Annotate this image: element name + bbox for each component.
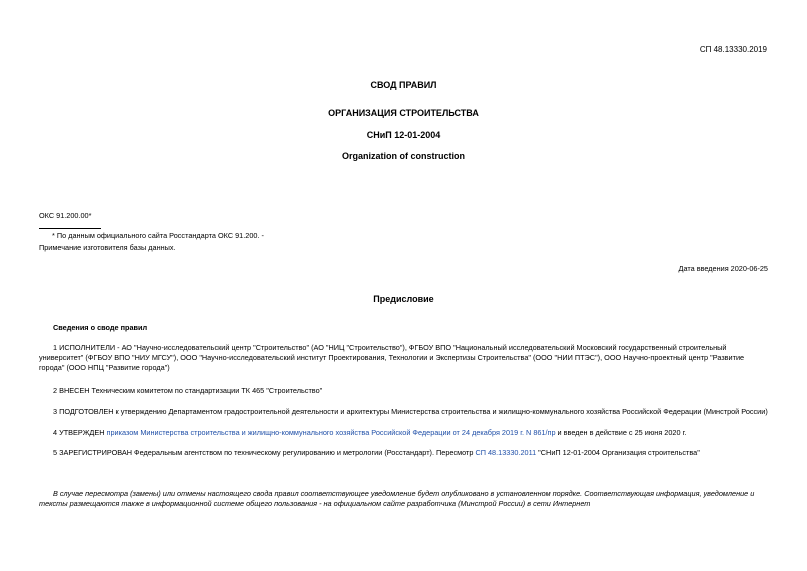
title-name: ОРГАНИЗАЦИЯ СТРОИТЕЛЬСТВА bbox=[328, 108, 479, 118]
item-5-prefix: 5 ЗАРЕГИСТРИРОВАН Федеральным агентством по техническому регулированию и метрологии (Росстандарт). Пересмотр bbox=[53, 448, 476, 457]
preface-item-4 bbox=[39, 428, 769, 438]
footnote-line-2: Примечание изготовителя базы данных. bbox=[39, 243, 176, 252]
title-code-set: СВОД ПРАВИЛ bbox=[370, 80, 437, 90]
footnote-line-1: * По данным официального сайта Росстандарта ОКС 91.200. - bbox=[52, 231, 264, 240]
oks-code: ОКС 91.200.00* bbox=[39, 211, 92, 220]
intro-date: Дата введения 2020-06-25 bbox=[678, 264, 768, 273]
title-english: Organization of construction bbox=[342, 151, 465, 161]
preface-item-3: 3 ПОДГОТОВЛЕН к утверждению Департаментом градостроительной деятельности и архитектуры Министерства строительства и жилищно-коммунального хозяйства Российской Федерации (Минстрой России) bbox=[53, 407, 768, 416]
revision-notice: В случае пересмотра (замены) или отмены настоящего свода правил соответствующее уведомление будет опубликовано в установленном порядке. Соответствующая информация, уведомление и тексты размещаются также в информационной системе общего пользования - на официальном сайте разработчика (Минстрой России) в сети Интернет bbox=[39, 489, 755, 508]
revision-sp-link[interactable]: СП 48.13330.2011 bbox=[475, 448, 537, 457]
item-4-suffix: и введен в действие с 25 июня 2020 г. bbox=[555, 428, 687, 437]
footnote-divider bbox=[39, 228, 101, 229]
document-code: СП 48.13330.2019 bbox=[699, 45, 767, 54]
preface-item-1: 1 ИСПОЛНИТЕЛИ - АО "Научно-исследовательский центр "Строительство" (АО "НИЦ "Строительство"), ФГБОУ ВПО "Национальный исследовательский Московский государственный строительный университет" (ФГБОУ ВПО "НИУ МГСУ"), ООО "Научно-исследовательский институт Проектирования, Технологии и Экспертизы Строительства" (ООО "НИИ ПТЭС"), ООО Научно-проектный центр "Развитие города" (ООО НПЦ "Развитие города") bbox=[39, 343, 745, 372]
preface-subheading: Сведения о своде правил bbox=[53, 323, 148, 332]
approval-order-link[interactable]: приказом Министерства строительства и жилищно-коммунального хозяйства Российской Федерации от 24 декабря 2019 г. N 861/пр bbox=[106, 428, 556, 437]
preface-item-2: 2 ВНЕСЕН Техническим комитетом по стандартизации ТК 465 "Строительство" bbox=[53, 386, 323, 395]
title-snip: СНиП 12-01-2004 bbox=[366, 130, 441, 140]
item-4-prefix: 4 УТВЕРЖДЕН bbox=[53, 428, 107, 437]
preface-item-5 bbox=[39, 448, 769, 458]
preface-heading: Предисловие bbox=[373, 294, 434, 304]
item-5-suffix: "СНиП 12-01-2004 Организация строительства" bbox=[536, 448, 700, 457]
